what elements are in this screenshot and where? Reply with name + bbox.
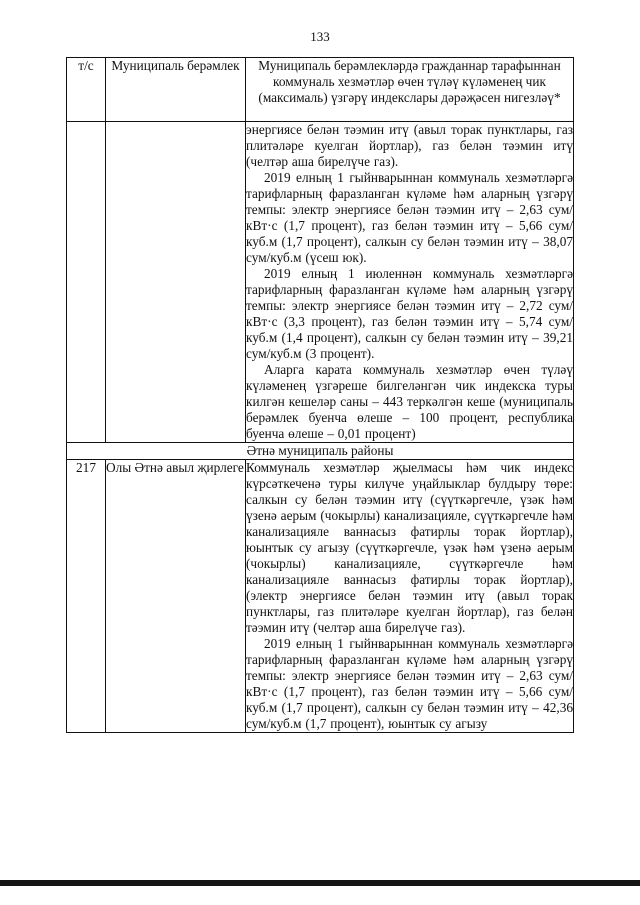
table-row-continuation <box>67 122 574 443</box>
continuation-paragraph: 2019 елның 1 июленнән коммуналь хезмәтләргә тарифларның фаразланган күләме һәм аларның үзгәрү темпы: электр энергиясе белән тәэмин итү – 2,72 сум/кВт·с (3,3 процент), газ белән тәэмин итү – 5,74 сум/куб.м (1,4 процент), салкын су белән тәэмин итү – 39,21 сум/куб.м (3 процент). <box>246 266 573 361</box>
document-table <box>66 57 574 733</box>
row-municipality: Олы Әтнә авыл җирлеге <box>106 460 246 733</box>
table-row <box>67 460 574 733</box>
continuation-number-cell <box>67 122 106 443</box>
district-heading: Әтнә муниципаль районы <box>67 443 574 460</box>
continuation-paragraph: энергиясе белән тәэмин итү (авыл торак пунктлары, газ плитәләре куелган йортлар), газ белән тәэмин итү (челтәр аша бирелүче газ). <box>246 122 573 169</box>
row-content <box>246 460 574 733</box>
district-row <box>67 443 574 460</box>
row-paragraph: Коммуналь хезмәтләр җыелмасы һәм чик индекс күрсәткеченә туры килүче уңайлыклар булдыру төре: салкын су белән тәэмин итү (сүүткәргечле, үзәк һәм үзенә аерым (чокырлы) канализацияле, сүүткәргечле һәм канализацияле ваннасыз фатирлы торак йортлар), юынтык су агызу (сүүткәргечле, үзәк һәм үзенә аерым (чокырлы) канализацияле, сүүткәргечле һәм канализацияле ваннасыз фатирлы торак йортлар), (электр энергиясе белән тәэмин итү (авыл торак пунктлары, газ плитәләре куелган йортлар), газ белән тәэмин итү (челтәр аша бирелүче газ). <box>246 460 573 635</box>
continuation-paragraph: Аларга карата коммуналь хезмәтләр өчен түләү күләменең үзгәреше билгеләнгән чик индекска туры килгән кешеләр саны – 443 теркәлгән кеше (муниципаль берәмлек буенча өлеше – 100 процент, республика буенча өлеше – 0,01 процент) <box>246 362 573 441</box>
table-header-row <box>67 58 574 122</box>
header-description: Муниципаль берәмлекләрдә гражданнар тарафыннан коммуналь хезмәтләр өчен түләү күләменең чик (максималь) үзгәрү индекслары дәрәҗәсен нигезләү* <box>246 58 574 122</box>
header-municipality: Муниципаль берәмлек <box>106 58 246 122</box>
bottom-scan-bar <box>0 880 640 886</box>
header-number: т/с <box>67 58 106 122</box>
continuation-content <box>246 122 574 443</box>
row-paragraph: 2019 елның 1 гыйнварыннан коммуналь хезмәтләргә тарифларның фаразланган күләме һәм аларның үзгәрү темпы: электр энергиясе белән тәэмин итү – 2,63 сум/кВт·с (1,7 процент), газ белән тәэмин итү – 5,66 сум/куб.м (1,7 процент), салкын су белән тәэмин итү – 42,36 сум/куб.м (1,7 процент), юынтык су агызу <box>246 636 573 731</box>
continuation-name-cell <box>106 122 246 443</box>
continuation-paragraph: 2019 елның 1 гыйнварыннан коммуналь хезмәтләргә тарифларның фаразланган күләме һәм аларның үзгәрү темпы: электр энергиясе белән тәэмин итү – 2,63 сум/кВт·с (1,7 процент), газ белән тәэмин итү – 5,66 сум/куб.м (1,7 процент), салкын су белән тәэмин итү – 38,07 сум/куб.м (үсеш юк). <box>246 170 573 265</box>
row-number: 217 <box>67 460 106 733</box>
page-number: 133 <box>310 29 330 44</box>
